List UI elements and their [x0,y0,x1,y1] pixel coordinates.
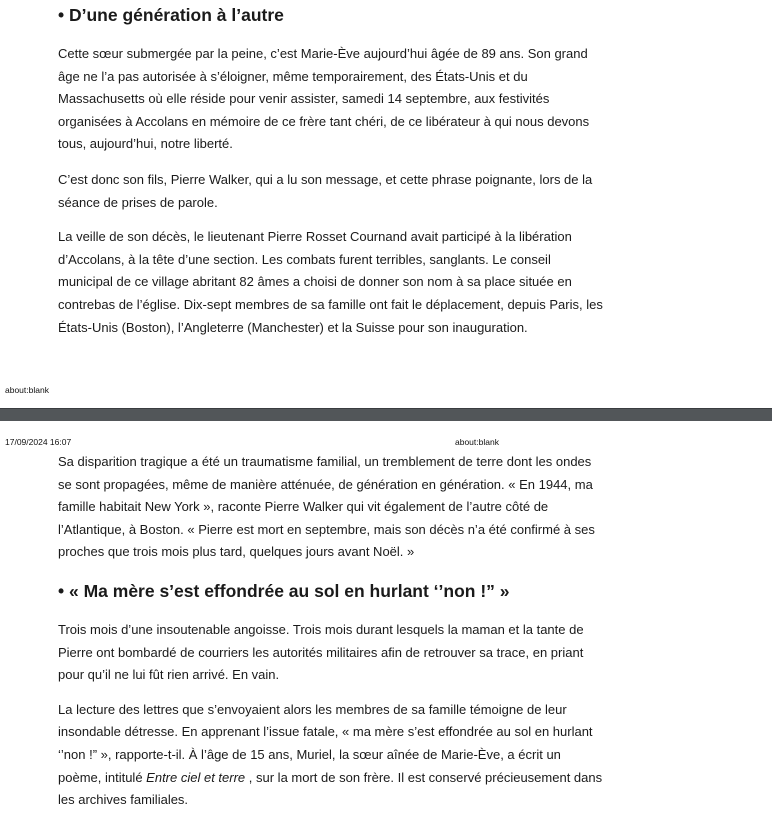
page2-content [58,451,604,812]
header-datetime: 17/09/2024 16:07 [5,437,72,447]
paragraph-lettres [58,699,604,812]
section-heading-mere: • « Ma mère s’est effondrée au sol en hurlant ‘’non !” » [58,580,510,601]
header-title: about:blank [455,437,499,447]
paragraph-lettres-text-a: La lecture des lettres que s’envoyaient alors les membres de sa famille témoigne de leur insondable détresse. En apprenant l’issue fatale, « ma mère s’est effondrée au sol en hurlant ‘’non !” », rapporte-t-il. À l’âge de 15 ans, Muriel, la sœur aînée de Marie-Ève, a écrit un poème, intitulé [58,701,593,785]
page-separator [0,408,772,422]
pdf-page-1 [0,0,772,408]
paragraph-lieutenant: La veille de son décès, le lieutenant Pierre Rosset Cournand avait participé à la libération d’Accolans, à la tête d’une section. Les combats furent terribles, sanglants. Le conseil municipal de ce village abritant 82 âmes a choisi de donner son nom à sa place située en contrebas de l’église. Dix-sept membres de sa famille ont fait le déplacement, depuis Paris, les États-Unis (Boston), l’Angleterre (Manchester) et la Suisse pour son inauguration. [58,229,603,335]
page1-content [58,4,604,339]
poem-title: Entre ciel et terre [146,769,246,785]
pdf-page-2 [0,421,772,830]
paragraph-marie-eve: Cette sœur submergée par la peine, c’est Marie-Ève aujourd’hui âgée de 89 ans. Son grand âge ne l’a pas autorisée à s’éloigner, même temporairement, des États-Unis et du Massachusetts où elle réside pour venir assister, samedi 14 septembre, aux festivités organisées à Accolans en mémoire de ce frère tant chéri, de ce libérateur à qui nous devons tous, aujourd’hui, notre liberté. [58,46,590,152]
paragraph-pierre-walker: C’est donc son fils, Pierre Walker, qui a lu son message, et cette phrase poignante, lors de la séance de prises de parole. [58,171,593,210]
footer-url: about:blank [5,385,49,395]
paragraph-disparition: Sa disparition tragique a été un traumatisme familial, un tremblement de terre dont les ondes se sont propagées, même de manière atténuée, de génération en génération. « En 1944, ma famille habitait New York », raconte Pierre Walker qui vit également de l’autre côté de l’Atlantique, à Boston. « Pierre est mort en septembre, mais son décès n’a été confirmé à ses proches que trois mois plus tard, quelques jours avant Noël. » [58,454,595,560]
section-heading-generation: • D’une génération à l’autre [58,5,284,25]
paragraph-lettres-text-b: , sur la mort de son frère. Il est conservé précieusement dans les archives familiales. [58,769,603,808]
paragraph-angoisse: Trois mois d’une insoutenable angoisse. Trois mois durant lesquels la maman et la tante de Pierre ont bombardé de courriers les autorités militaires afin de retrouver sa trace, en priant pour qu’il ne lui fût rien arrivé. En vain. [58,621,584,683]
